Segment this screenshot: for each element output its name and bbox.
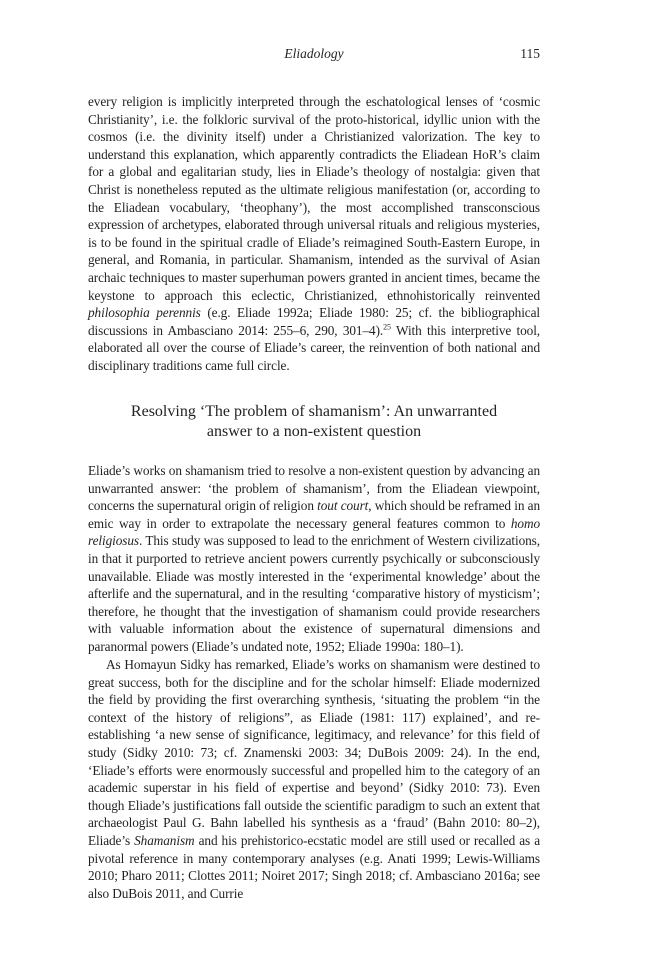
text-run: With this interpretive tool, elaborated all over the course of Eliade’s career, the reinvention of both national and disciplinary traditions came full circle.: [88, 322, 541, 373]
section-heading-line: Resolving ‘The problem of shamanism’: An unwarranted: [130, 403, 498, 420]
text-run: and his prehistorico-ecstatic model are still used or recalled as a pivotal reference in many contemporary analyses (e.g. Anati 1999; Lewis-Williams 2010; Pharo 2011; Clottes 2011; Noiret 2017; Singh 2018; cf. Ambasciano 2016a; see also DuBois 2011, and Currie: [88, 832, 540, 901]
text-run: (e.g. Eliade 1992a; Eliade 1980: 25; cf. the bibliographical discussions in Ambasciano 2014: 255–6, 290, 301–4).: [88, 305, 541, 338]
paragraph-3: [88, 656, 540, 902]
paragraph-1: [88, 93, 540, 375]
running-head: [88, 46, 540, 66]
italic-term: homo religiosus: [88, 515, 540, 549]
paragraph-2: [88, 462, 540, 656]
section-heading: [88, 402, 540, 442]
page-number: 115: [520, 46, 540, 61]
text-run: Eliade’s works on shamanism tried to resolve a non-existent question by advancing an unwarranted answer: ‘the problem of shamanism’, from the Eliadean viewpoint, concerns the supernatural origin of religion: [88, 463, 540, 514]
running-title: Eliadology: [284, 46, 344, 61]
italic-term: Shamanism: [134, 832, 195, 848]
section-heading-line: answer to a non-existent question: [206, 423, 422, 440]
text-run: . This study was supposed to lead to the enrichment of Western civilizations, in that it purported to retrieve ancient powers currently psychically or subconsciously unavailable. Eliade was mostly interested in the ‘experimental knowledge’ about the afterlife and the supernatural, and in the resulting ‘comparative history of mysticism’; therefore, he thought that the investigation of shamanism could provide researchers with valuable information about the existence of supernatural dimensions and paranormal powers (Eliade’s undated note, 1952; Eliade 1990a: 180–1).: [88, 533, 540, 654]
text-run: , which should be reframed in an emic way in order to extrapolate the necessary general features common to: [88, 498, 540, 531]
italic-term: tout court: [317, 498, 369, 514]
text-run: As Homayun Sidky has remarked, Eliade’s works on shamanism were destined to great success, both for the discipline and for the scholar himself: Eliade modernized the field by providing the first overarching synthesis, ‘situating the problem “in the context of the history of religions”, as Eliade (1981: 117) explained’, and re-establishing ‘a new sense of significance, legitimacy, and relevance’ for this field of study (Sidky 2010: 73; cf. Znamenski 2003: 34; DuBois 2009: 24). In the end, ‘Eliade’s efforts were enormously successful and propelled him to the category of an academic superstar in his field of expertise and beyond’ (Sidky 2010: 73). Even though Eliade’s justifications fall outside the scientific paradigm to such an extent that archaeologist Paul G. Bahn labelled his synthesis as a ‘fraud’ (Bahn 2010: 80–2), Eliade’s: [88, 657, 540, 848]
footnote-marker: 25: [383, 322, 391, 332]
text-run: every religion is implicitly interpreted through the eschatological lenses of ‘cosmic Christianity’, i.e. the folkloric survival of the proto-historical, idyllic union with the cosmos (i.e. the divinity itself) under a Christianized valorization. The key to understand this explanation, which apparently contradicts the Eliadean HoR’s claim for a global and egalitarian study, lies in Eliade’s theology of nostalgia: given that Christ is nonetheless reputed as the ultimate religious manifestation (or, according to the Eliadean vocabulary, ‘theophany’), the most accomplished transconscious expression of archetypes, elaborated through universal rituals and religious mysteries, is to be found in the spiritual cradle of Eliade’s reimagined South-Eastern Europe, in general, and Romania, in particular. Shamanism, intended as the survival of Asian archaic techniques to master superhuman powers granted in ancient times, became the keystone to approach this eclectic, Christianized, ethnohistorically reinvented: [88, 94, 540, 303]
italic-term: philosophia perennis: [88, 305, 201, 321]
